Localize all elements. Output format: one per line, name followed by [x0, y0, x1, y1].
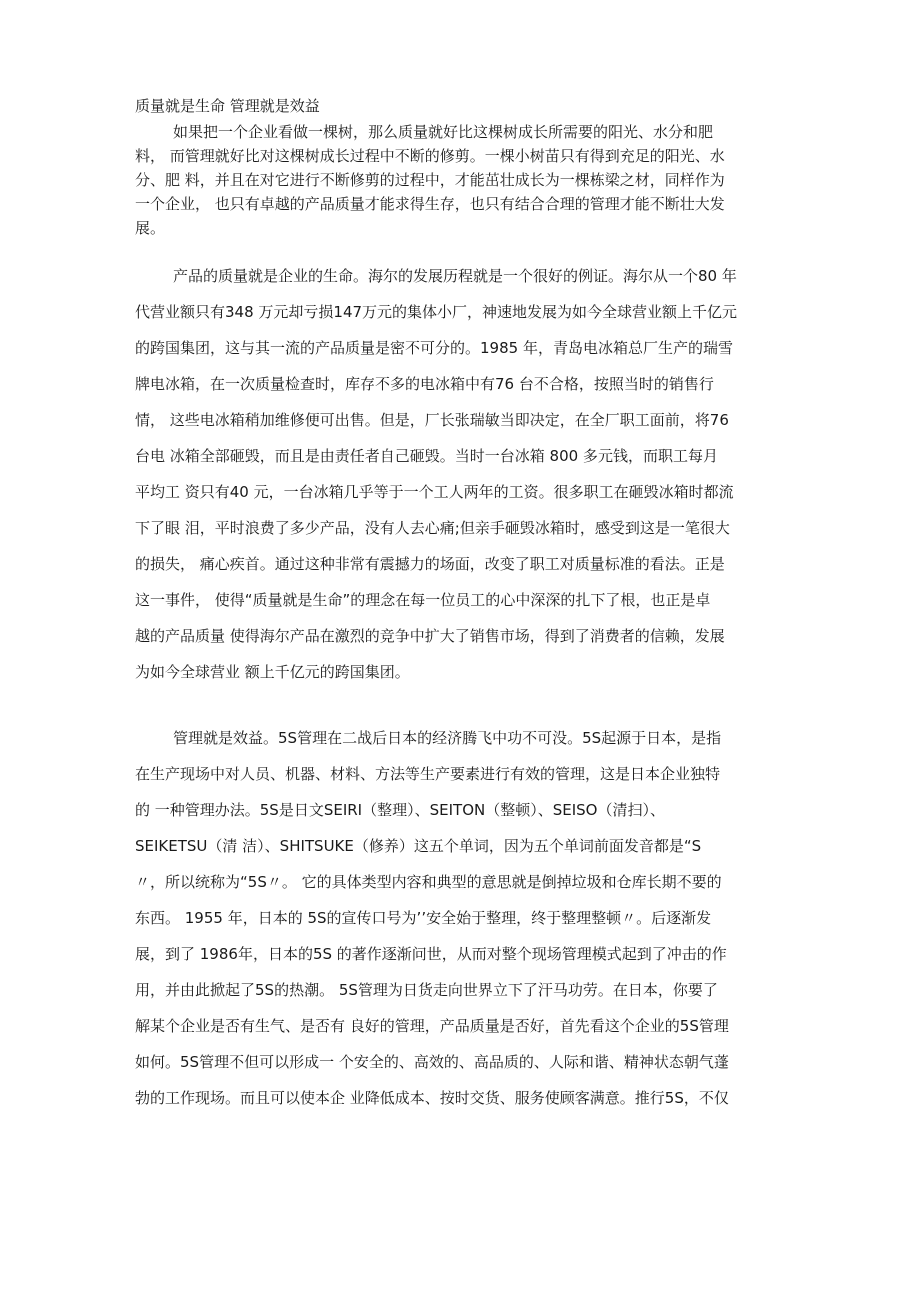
paragraph-line: 用，并由此掀起了5S的热潮。 5S管理为日货走向世界立下了汗马功劳。在日本，你要了 [135, 981, 718, 999]
paragraph-line: 解某个企业是否有生气、是否有 良好的管理，产品质量是否好，首先看这个企业的5S管理 [135, 1017, 729, 1035]
paragraph-line: 展。 [135, 219, 166, 237]
paragraph-line: 代营业额只有348 万元却亏损147万元的集体小厂，神速地发展为如今全球营业额上千亿元 [135, 303, 738, 321]
paragraph-line: 台电 冰箱全部砸毁，而且是由责任者自己砸毁。当时一台冰箱 800 多元钱，而职工每月 [135, 447, 718, 465]
paragraph-management [135, 720, 795, 1116]
paragraph-line: 越的产品质量 使得海尔产品在激烈的竞争中扩大了销售市场，得到了消费者的信赖，发展 [135, 627, 725, 645]
paragraph-line: 东西。 1955 年，日本的 5S的宣传口号为’’安全始于整理，终于整理整顿〃。后逐渐发 [135, 909, 712, 927]
paragraph-line: 的损失， 痛心疾首。通过这种非常有震撼力的场面，改变了职工对质量标准的看法。正是 [135, 555, 725, 573]
paragraph-quality [135, 258, 795, 690]
paragraph-line: 分、肥 料，并且在对它进行不断修剪的过程中，才能茁壮成长为一棵栋梁之材，同样作为 [135, 171, 725, 189]
document-title: 质量就是生命 管理就是效益 [135, 97, 320, 115]
paragraph-line: 产品的质量就是企业的生命。海尔的发展历程就是一个很好的例证。海尔从一个80 年 [173, 267, 737, 285]
paragraph-line: 如果把一个企业看做一棵树，那么质量就好比这棵树成长所需要的阳光、水分和肥 [173, 123, 714, 141]
paragraph-line: SEIKETSU（清 洁）、SHITSUKE（修养）这五个单词，因为五个单词前面发音都是“S [135, 837, 702, 855]
paragraph-line: 平均工 资只有40 元，一台冰箱几乎等于一个工人两年的工资。很多职工在砸毁冰箱时都流 [135, 483, 734, 501]
paragraph-line: 情， 这些电冰箱稍加维修便可出售。但是，厂长张瑞敏当即决定，在全厂职工面前，将76 [135, 411, 729, 429]
paragraph-line: 牌电冰箱，在一次质量检查时，库存不多的电冰箱中有76 台不合格，按照当时的销售行 [135, 375, 714, 393]
paragraph-line: 一个企业， 也只有卓越的产品质量才能求得生存，也只有结合合理的管理才能不断壮大发 [135, 195, 725, 213]
paragraph-line: 勃的工作现场。而且可以使本企 业降低成本、按时交货、服务使顾客满意。推行5S，不仅 [135, 1089, 729, 1107]
paragraph-line: 这一事件， 使得“质量就是生命”的理念在每一位员工的心中深深的扎下了根，也正是卓 [135, 591, 711, 609]
paragraph-line: 料， 而管理就好比对这棵树成长过程中不断的修剪。一棵小树苗只有得到充足的阳光、水 [135, 147, 725, 165]
paragraph-line: 的跨国集团，这与其一流的产品质量是密不可分的。1985 年，青岛电冰箱总厂生产的瑞雪 [135, 339, 733, 357]
paragraph-line: 如何。5S管理不但可以形成一 个安全的、高效的、高品质的、人际和谐、精神状态朝气蓬 [135, 1053, 729, 1071]
paragraph-line: 的 一种管理办法。5S是日文SEIRI（整理）、SEITON（整顿）、SEISO（清扫）、 [135, 801, 665, 819]
paragraph-line: 展，到了 1986年，日本的5S 的著作逐渐问世，从而对整个现场管理模式起到了冲击的作 [135, 945, 727, 963]
paragraph-line: 〃，所以统称为“5S〃。 它的具体类型内容和典型的意思就是倒掉垃圾和仓库长期不要的 [135, 873, 722, 891]
paragraph-line: 在生产现场中对人员、机器、材料、方法等生产要素进行有效的管理，这是日本企业独特 [135, 765, 721, 783]
paragraph-line: 下了眼 泪，平时浪费了多少产品，没有人去心痛;但亲手砸毁冰箱时，感受到这是一笔很大 [135, 519, 730, 537]
paragraph-intro [135, 120, 795, 240]
paragraph-line: 为如今全球营业 额上千亿元的跨国集团。 [135, 663, 410, 681]
paragraph-line: 管理就是效益。5S管理在二战后日本的经济腾飞中功不可没。5S起源于日本，是指 [173, 729, 722, 747]
